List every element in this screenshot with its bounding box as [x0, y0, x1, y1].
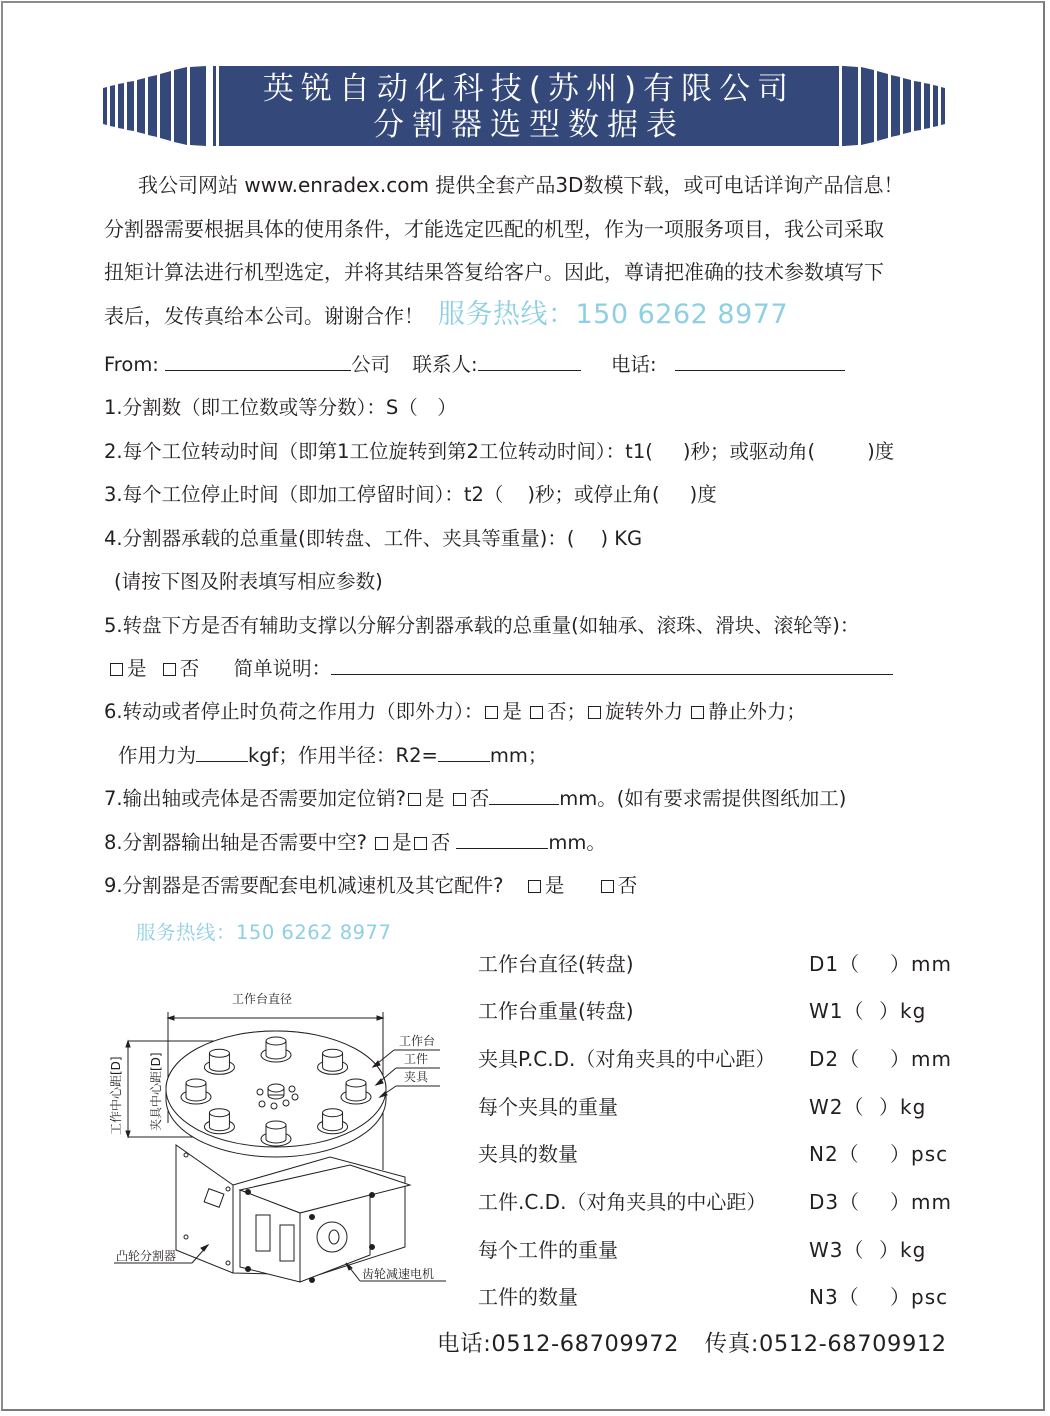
company-label: 公司 — [351, 353, 391, 376]
q8-no-label: 否 — [430, 831, 451, 854]
q6-text: 6.转动或者停止时负荷之作用力（即外力）： — [104, 700, 484, 723]
q6-static-label: 静止外力； — [708, 700, 806, 723]
q9-yes-label: 是 — [544, 874, 565, 897]
service-hotline-2: 服务热线：150 6262 8977 — [136, 921, 392, 944]
param-label: 夹具P.C.D.（对角夹具的中心距） — [478, 1047, 776, 1071]
q6-force-label: 作用力为 — [118, 744, 197, 767]
gear-motor-label: 齿轮减速电机 — [362, 1267, 435, 1281]
param-code[interactable]: D1（ — [809, 952, 861, 976]
param-code[interactable]: W1（ — [809, 999, 865, 1023]
question-7 — [104, 785, 846, 813]
indexer-diagram — [100, 985, 460, 1285]
intro-line-1: 我公司网站 www.enradex.com 提供全套产品3D数模下载，或可电话详询产品信息！ — [138, 173, 904, 197]
question-6 — [104, 698, 806, 726]
q2-text: 2.每个工位转动时间（即第1工位旋转到第2工位转动时间）：t1( — [104, 440, 653, 463]
q9-yes-checkbox[interactable] — [528, 880, 541, 893]
q6-no-checkbox[interactable] — [530, 706, 543, 719]
q7-unit: mm。(如有要求需提供图纸加工) — [559, 787, 847, 810]
param-code[interactable]: D2（ — [809, 1047, 861, 1071]
footer-phone: 电话:0512-68709972 — [437, 1331, 680, 1357]
param-label: 工作台重量(转盘) — [478, 999, 634, 1023]
param-unit: ）kg — [879, 1095, 927, 1119]
table-diameter-label: 工作台直径 — [232, 992, 293, 1006]
q9-no-label: 否 — [617, 874, 638, 897]
q9-no-checkbox[interactable] — [601, 880, 614, 893]
question-4-note: (请按下图及附表填写相应参数) — [114, 570, 383, 593]
param-code[interactable]: W3（ — [809, 1238, 865, 1262]
cam-indexer-label: 凸轮分割器 — [116, 1249, 177, 1263]
question-9 — [104, 872, 637, 900]
intro-closing-text: 表后，发传真给本公司。谢谢合作！ — [104, 304, 424, 328]
intro-line-4 — [104, 293, 954, 338]
from-label: From: — [104, 353, 159, 376]
question-6-force-row — [118, 742, 547, 770]
question-2 — [104, 438, 894, 466]
param-label: 每个工件的重量 — [478, 1238, 618, 1262]
question-1: 1.分割数（即工位数或等分数）：S（ ） — [104, 396, 457, 419]
q7-size-field[interactable] — [489, 786, 559, 805]
intro-line-3: 扭矩计算法进行机型选定，并将其结果答复给客户。因此，尊请把准确的技术参数填写下 — [104, 260, 884, 284]
param-unit: ）mm — [890, 1047, 952, 1071]
right-stripes-decoration — [844, 66, 950, 146]
contact-row — [104, 351, 845, 379]
q4-text: 4.分割器承载的总重量(即转盘、工件、夹具等重量)：( — [104, 527, 575, 550]
q8-size-field[interactable] — [456, 830, 548, 849]
header-banner — [100, 66, 950, 146]
q6-rotating-label: 旋转外力 — [605, 700, 684, 723]
question-5: 5.转盘下方是否有辅助支撑以分解分割器承载的总重量(如轴承、滚珠、滑块、滚轮等)： — [104, 614, 860, 637]
phone-label: 电话: — [611, 353, 657, 376]
param-label: 工件.C.D.（对角夹具的中心距） — [478, 1190, 767, 1214]
worktable-label: 工作台 — [399, 1034, 436, 1048]
q9-text: 9.分割器是否需要配套电机减速机及其它配件? — [104, 874, 504, 897]
param-code[interactable]: D3（ — [809, 1190, 861, 1214]
question-8 — [104, 829, 606, 857]
indexer-illustration — [100, 985, 460, 1285]
param-label: 工作台直径(转盘) — [478, 952, 634, 976]
param-unit: ）psc — [890, 1285, 949, 1309]
question-3 — [104, 481, 717, 509]
q3-angle-text: )秒；或停止角( — [527, 483, 660, 506]
param-unit: ）mm — [890, 952, 952, 976]
fixture-label: 夹具 — [404, 1070, 429, 1084]
fixture-center-distance-label: 夹具中心距[D] — [149, 1052, 163, 1131]
q3-unit: )度 — [689, 483, 717, 506]
service-hotline: 服务热线：150 6262 8977 — [438, 299, 789, 330]
document-title: 分割器选型数据表 — [373, 107, 685, 143]
param-code[interactable]: N3（ — [809, 1285, 860, 1309]
q3-text: 3.每个工位停止时间（即加工停留时间）：t2（ — [104, 483, 504, 506]
contact-person-label: 联系人: — [412, 353, 478, 376]
q8-no-checkbox[interactable] — [414, 837, 427, 850]
param-label: 夹具的数量 — [478, 1142, 578, 1166]
q5-description-label: 简单说明： — [233, 657, 332, 680]
param-code[interactable]: W2（ — [809, 1095, 865, 1119]
q5-description-field[interactable] — [331, 656, 893, 675]
q6-rotating-checkbox[interactable] — [588, 706, 601, 719]
contact-person-field[interactable] — [478, 352, 581, 371]
company-name: 英锐自动化科技(苏州)有限公司 — [262, 71, 796, 107]
q6-no-label: 否； — [547, 700, 587, 723]
banner-title-block — [216, 66, 842, 146]
q7-no-label: 否 — [469, 787, 490, 810]
q8-unit: mm。 — [548, 831, 606, 854]
phone-field[interactable] — [675, 352, 845, 371]
question-5-options — [108, 655, 893, 683]
q6-radius-label: kgf；作用半径：R2= — [248, 744, 438, 767]
param-unit: ）psc — [890, 1142, 949, 1166]
footer-contact — [437, 1326, 947, 1358]
q6-force-field[interactable] — [196, 743, 248, 762]
q5-yes-checkbox[interactable] — [110, 663, 123, 676]
param-unit: ）kg — [879, 1238, 927, 1262]
q6-radius-unit: mm； — [489, 744, 548, 767]
q4-unit: ) KG — [600, 527, 643, 550]
param-unit: ）kg — [879, 999, 927, 1023]
q5-yes-label: 是 — [127, 657, 147, 680]
q2-angle-text: )秒；或驱动角( — [682, 440, 816, 463]
q8-yes-checkbox[interactable] — [375, 837, 388, 850]
workpiece-label: 工件 — [404, 1052, 429, 1066]
param-code[interactable]: N2（ — [809, 1142, 860, 1166]
param-unit: ）mm — [890, 1190, 952, 1214]
q6-radius-field[interactable] — [438, 743, 490, 762]
q5-no-label: 否 — [179, 657, 200, 680]
from-company-field[interactable] — [165, 352, 351, 371]
intro-line-2: 分割器需要根据具体的使用条件，才能选定匹配的机型，作为一项服务项目，我公司采取 — [104, 217, 884, 241]
q2-unit: )度 — [867, 440, 895, 463]
q5-no-checkbox[interactable] — [163, 663, 176, 676]
q7-no-checkbox[interactable] — [453, 793, 466, 806]
footer-fax: 传真:0512-68709912 — [704, 1331, 947, 1357]
q7-yes-checkbox[interactable] — [408, 793, 421, 806]
q8-yes-label: 是 — [392, 831, 412, 854]
param-label: 每个夹具的重量 — [478, 1095, 618, 1119]
param-label: 工件的数量 — [478, 1285, 578, 1309]
question-4 — [104, 525, 642, 553]
left-stripes-decoration — [100, 66, 216, 146]
q7-yes-label: 是 — [424, 787, 445, 810]
q8-text: 8.分割器输出轴是否需要中空? — [104, 831, 367, 854]
q6-static-checkbox[interactable] — [691, 706, 704, 719]
q6-yes-checkbox[interactable] — [485, 706, 498, 719]
q6-yes-label: 是 — [502, 700, 522, 723]
q7-text: 7.输出轴或壳体是否需要加定位销? — [104, 787, 406, 810]
workpiece-center-distance-label: 工作中心距[D] — [109, 1056, 123, 1135]
